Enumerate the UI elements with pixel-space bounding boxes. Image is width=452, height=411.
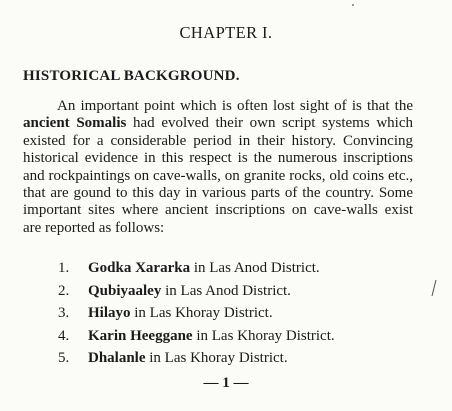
list-item-number: 5.	[58, 350, 70, 366]
site-name: Karin Heeggane	[88, 327, 193, 344]
list-item	[58, 280, 335, 303]
paragraph-text	[23, 98, 413, 237]
bold-term-ancient-somalis: ancient Somalis	[23, 115, 127, 132]
pencil-mark	[430, 279, 438, 297]
paragraph-text-part2: had evolved their own script systems which existed for a considerable period in their history. Convincing historical evidence in this respect is the numerous inscriptions and rockpaintings on cave-walls, on granite rocks, old coins etc., that are gound to this day in various parts of the country. Some important sites where ancient inscriptions on cave-walls exist are reported as follows:	[23, 115, 413, 236]
section-heading: HISTORICAL BACKGROUND.	[23, 68, 240, 84]
chapter-title: CHAPTER I.	[179, 23, 273, 42]
site-location: in Las Anod District.	[190, 260, 320, 276]
intro-paragraph	[23, 98, 413, 237]
paragraph-text-part1: An important point which is often lost sight of is that the	[57, 98, 413, 114]
site-location: in Las Anod District.	[161, 282, 291, 299]
list-item	[58, 257, 335, 280]
list-item	[58, 347, 335, 370]
list-item-number: 4.	[58, 327, 70, 344]
site-location: in Las Khoray District.	[130, 305, 273, 321]
list-item	[58, 325, 335, 348]
site-location: in Las Khoray District.	[192, 327, 335, 344]
site-name: Godka Xararka	[88, 260, 191, 276]
page-number: — 1 —	[203, 375, 249, 391]
site-location: in Las Khoray District.	[145, 350, 288, 366]
paper-speck	[352, 4, 354, 6]
list-item	[58, 302, 335, 325]
sites-list	[58, 257, 335, 370]
site-name: Hilayo	[88, 305, 131, 321]
list-item-number: 3.	[58, 305, 70, 321]
site-name: Dhalanle	[88, 350, 146, 366]
list-item-number: 1.	[58, 260, 70, 276]
site-name: Qubiyaaley	[88, 282, 162, 299]
list-item-number: 2.	[58, 282, 70, 299]
